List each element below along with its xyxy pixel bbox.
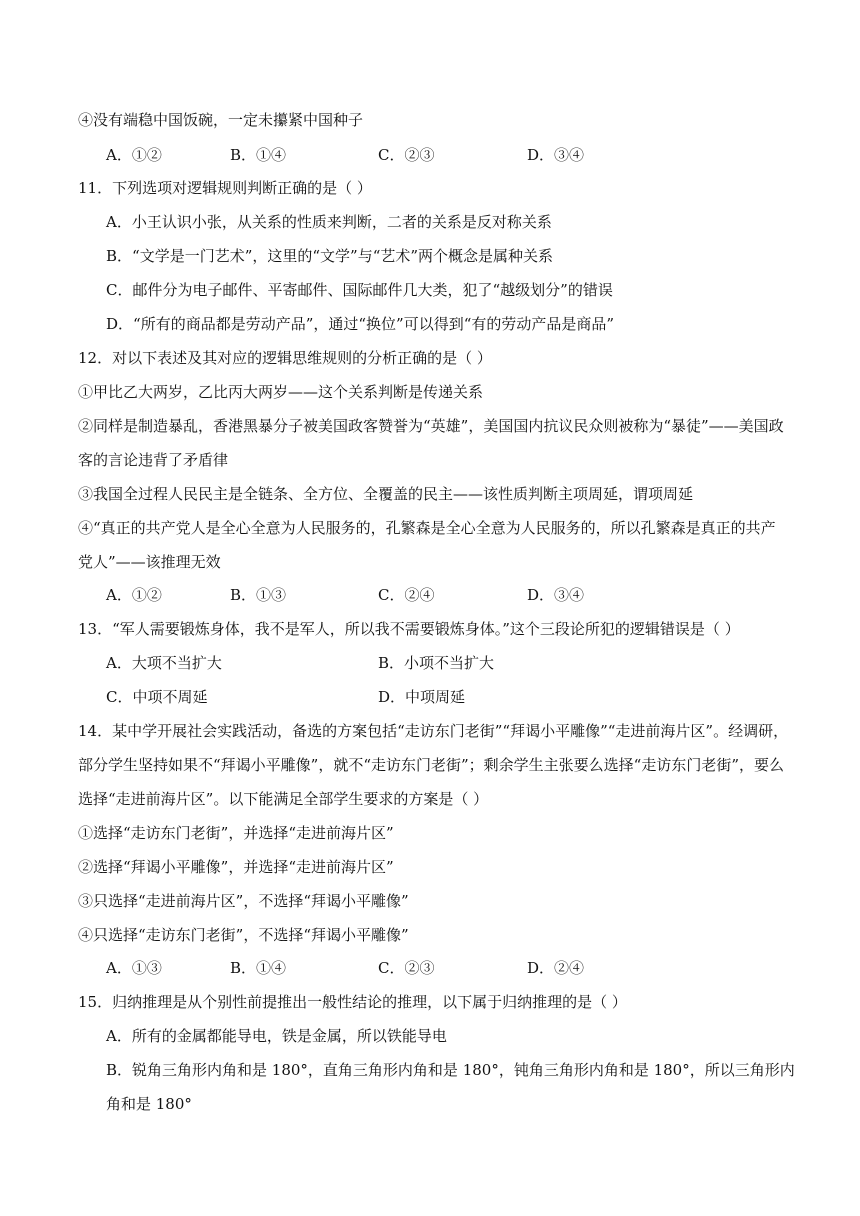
q14-option-b: B．①④ <box>230 959 287 977</box>
q14-option-d: D．②④ <box>527 959 585 977</box>
q15-option-a: A．所有的金属都能导电，铁是金属，所以铁能导电 <box>106 1027 447 1045</box>
q10-option-b: B．①④ <box>230 146 287 164</box>
q14-item-2: ②选择“拜谒小平雕像”，并选择“走进前海片区” <box>78 858 394 876</box>
q11-option-c: C．邮件分为电子邮件、平寄邮件、国际邮件几大类，犯了“越级划分”的错误 <box>106 281 613 299</box>
q14-item-3: ③只选择“走进前海片区”，不选择“拜谒小平雕像” <box>78 892 409 910</box>
q15-stem: 15．归纳推理是从个别性前提推出一般性结论的推理，以下属于归纳推理的是（ ） <box>78 993 627 1011</box>
q11-option-d: D．“所有的商品都是劳动产品”，通过“换位”可以得到“有的劳动产品是商品” <box>106 315 615 333</box>
q12-item-4-line1: ④“真正的共产党人是全心全意为人民服务的，孔繁森是全心全意为人民服务的，所以孔繁森是真正的共产 <box>78 519 776 537</box>
q13-option-d: D．中项周延 <box>378 688 466 706</box>
q14-option-c: C．②③ <box>378 959 435 977</box>
q12-item-2-line2: 客的言论违背了矛盾律 <box>78 451 229 469</box>
q13-option-a: A．大项不当扩大 <box>106 654 222 672</box>
q11-option-b: B．“文学是一门艺术”，这里的“文学”与“艺术”两个概念是属种关系 <box>106 247 554 265</box>
q12-item-3: ③我国全过程人民民主是全链条、全方位、全覆盖的民主——该性质判断主项周延，谓项周延 <box>78 485 694 503</box>
q10-option-a: A．①② <box>106 146 162 164</box>
q12-option-d: D．③④ <box>527 586 585 604</box>
q14-stem-line2: 部分学生坚持如果不“拜谒小平雕像”，就不“走访东门老街”；剩余学生主张要么选择“走访东门老街”，要么 <box>78 756 785 774</box>
q10-option-c: C．②③ <box>378 146 435 164</box>
q14-item-1: ①选择“走访东门老街”，并选择“走进前海片区” <box>78 824 394 842</box>
q12-item-2-line1: ②同样是制造暴乱，香港黑暴分子被美国政客赞誉为“英雄”，美国国内抗议民众则被称为“暴徒”——美国政 <box>78 417 784 435</box>
q14-stem-line3: 选择“走进前海片区”。以下能满足全部学生要求的方案是（ ） <box>78 790 489 808</box>
q13-option-b: B．小项不当扩大 <box>378 654 495 672</box>
q14-option-a: A．①③ <box>106 959 162 977</box>
q12-option-c: C．②④ <box>378 586 435 604</box>
q12-option-b: B．①③ <box>230 586 287 604</box>
q12-stem: 12．对以下表述及其对应的逻辑思维规则的分析正确的是（ ） <box>78 349 492 367</box>
q12-option-a: A．①② <box>106 586 162 604</box>
q10-option-d: D．③④ <box>527 146 585 164</box>
q15-option-b-line2: 角和是 180° <box>106 1095 192 1113</box>
q11-option-a: A．小王认识小张，从关系的性质来判断，二者的关系是反对称关系 <box>106 213 552 231</box>
q12-item-1: ①甲比乙大两岁，乙比丙大两岁——这个关系判断是传递关系 <box>78 383 484 401</box>
q12-item-4-line2: 党人”——该推理无效 <box>78 553 221 571</box>
q13-stem: 13．“军人需要锻炼身体，我不是军人，所以我不需要锻炼身体。”这个三段论所犯的逻辑错误是（ ） <box>78 620 740 638</box>
q14-item-4: ④只选择“走访东门老街”，不选择“拜谒小平雕像” <box>78 926 409 944</box>
q10-item-4: ④没有端稳中国饭碗，一定未攥紧中国种子 <box>78 111 364 129</box>
q14-stem-line1: 14．某中学开展社会实践活动，备选的方案包括“走访东门老街”“拜谒小平雕像”“走进前海片区”。经调研， <box>78 722 789 740</box>
q15-option-b-line1: B．锐角三角形内角和是 180°，直角三角形内角和是 180°，钝角三角形内角和是 180°，所以三角形内 <box>106 1061 795 1079</box>
q13-option-c: C．中项不周延 <box>106 688 208 706</box>
q11-stem: 11．下列选项对逻辑规则判断正确的是（ ） <box>78 179 372 197</box>
